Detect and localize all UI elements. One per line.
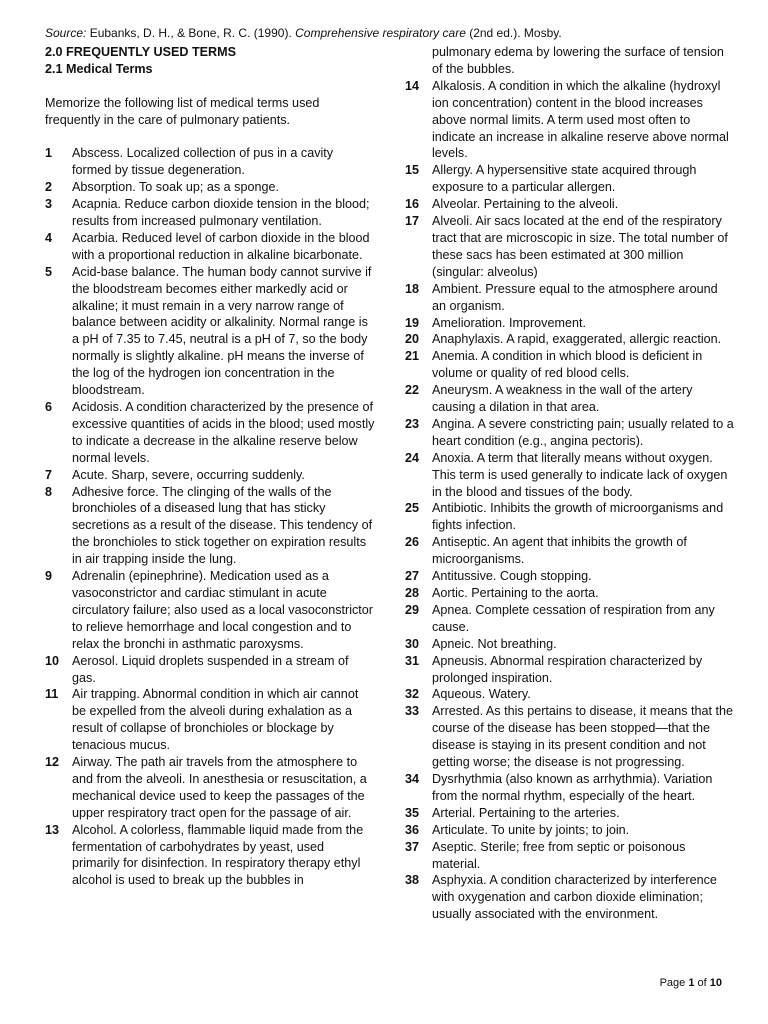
term-text: Aseptic. Sterile; free from septic or poisonous material.	[432, 839, 686, 871]
term-number: 27	[405, 569, 420, 584]
term-text: Alveolar. Pertaining to the alveoli.	[432, 197, 619, 212]
term-number: 30	[405, 636, 420, 651]
term-item	[405, 534, 735, 568]
term-text: Acute. Sharp, severe, occurring suddenly.	[72, 467, 305, 482]
term-text: Apneusis. Abnormal respiration characterized by prolonged inspiration.	[432, 653, 703, 685]
term-number: 25	[405, 501, 420, 516]
term-number: 4	[45, 230, 53, 245]
term-item	[45, 264, 375, 399]
page-footer	[0, 976, 722, 990]
term-text: Antiseptic. An agent that inhibits the growth of microorganisms.	[432, 535, 687, 567]
term-item	[405, 416, 735, 450]
page-total: 10	[709, 977, 722, 989]
page-number: 1	[688, 977, 695, 989]
term-number: 18	[405, 281, 420, 296]
term-number: 38	[405, 873, 420, 888]
term-number: 23	[405, 416, 420, 431]
term-item	[405, 653, 735, 687]
term-number: 3	[45, 197, 53, 212]
term-text: Ambient. Pressure equal to the atmosphere around an organism.	[432, 281, 718, 313]
term-text: Antibiotic. Inhibits the growth of microorganisms and fights infection.	[432, 501, 724, 533]
term-item	[405, 450, 735, 501]
term-text: Anaphylaxis. A rapid, exaggerated, allergic reaction.	[432, 332, 722, 347]
term-text: Acapnia. Reduce carbon dioxide tension in the blood; results from increased pulmonary ventilation.	[72, 197, 370, 229]
term-text: Angina. A severe constricting pain; usually related to a heart condition (e.g., angina pectoris).	[432, 416, 734, 448]
term-number: 10	[45, 653, 60, 668]
term-number: 2	[45, 180, 53, 195]
term-item	[45, 653, 375, 687]
term-text: Alveoli. Air sacs located at the end of the respiratory tract that are microscopic in size. The total number of these sacs has been estimated at 300 million (singular: alveolus)	[432, 214, 728, 279]
term-text: Antitussive. Cough stopping.	[432, 569, 592, 584]
term-number: 34	[405, 771, 420, 786]
term-text: Aqueous. Watery.	[432, 687, 531, 702]
term-item	[405, 771, 735, 805]
term-number: 6	[45, 400, 53, 414]
term-text: Dysrhythmia (also known as arrhythmia). Variation from the normal rhythm, especially of the heart.	[432, 771, 713, 803]
term-number: 20	[405, 332, 420, 347]
term-text: Acarbia. Reduced level of carbon dioxide in the blood with a proportional reduction in alkaline bicarbonate.	[72, 230, 370, 262]
term-number: 22	[405, 383, 420, 398]
term-text: Airway. The path air travels from the atmosphere to and from the alveoli. In anesthesia or resuscitation, a mechanical device used to keep the passages of the upper respiratory tract open for the passage of air.	[72, 755, 367, 820]
term-number: 16	[405, 197, 420, 212]
source-authors: Eubanks, D. H., & Bone, R. C. (1990).	[86, 26, 296, 40]
term-item	[405, 568, 735, 585]
term-item	[405, 602, 735, 636]
term-item	[405, 585, 735, 602]
term-text: Alcohol. A colorless, flammable liquid made from the fermentation of carbohydrates by yeast, used primarily for disinfection. In respiratory therapy ethyl alcohol is used to break up the bubbles in	[72, 822, 364, 888]
term-number: 17	[405, 214, 420, 229]
page-of: of	[694, 977, 710, 989]
term-text: Absorption. To soak up; as a sponge.	[72, 180, 280, 195]
term-number: 1	[45, 146, 53, 161]
term-item	[405, 805, 735, 822]
term-item	[405, 331, 735, 348]
right-column	[405, 44, 735, 923]
term-number: 19	[405, 315, 420, 330]
term-text: Allergy. A hypersensitive state acquired through exposure to a particular allergen.	[432, 163, 697, 195]
term-text: Anoxia. A term that literally means without oxygen. This term is used generally to indicate lack of oxygen in the blood and tissues of the body.	[432, 450, 728, 499]
term-number: 7	[45, 467, 53, 482]
term-text: Acid-base balance. The human body cannot survive if the bloodstream becomes either markedly acid or alkaline; it must remain in a very narrow range of balance between acidity or alkalinity. Normal range is a pH of 7.35 to 7.45, neutral is a pH of 7, so the body normally is slightly alkaline. pH means the inverse of the log of the hydrogen ion concentration in the bloodstream.	[72, 264, 372, 398]
term-number: 37	[405, 839, 420, 854]
term-item	[45, 822, 375, 890]
term-text: Arterial. Pertaining to the arteries.	[432, 805, 620, 820]
section-heading: 2.0 FREQUENTLY USED TERMS	[45, 45, 237, 59]
term-item	[45, 196, 375, 230]
term-item	[45, 145, 375, 179]
term-item	[405, 213, 735, 281]
term-number: 14	[405, 78, 420, 93]
term-number: 36	[405, 822, 420, 837]
term-number: 28	[405, 586, 420, 600]
term-text: Aortic. Pertaining to the aorta.	[432, 586, 599, 600]
term-continuation	[405, 44, 735, 78]
page-label: Page	[659, 977, 689, 989]
term-text: Articulate. To unite by joints; to join.	[432, 822, 630, 837]
term-text: Acidosis. A condition characterized by the presence of excessive quantities of acids in the blood; used mostly to indicate a decrease in the alkaline reserve below normal levels.	[72, 400, 375, 465]
term-text: Aneurysm. A weakness in the wall of the artery causing a dilation in that area.	[432, 383, 693, 415]
source-title: Comprehensive respiratory care	[295, 26, 466, 40]
term-text: Aerosol. Liquid droplets suspended in a stream of gas.	[72, 653, 349, 685]
term-number: 13	[45, 822, 60, 837]
term-item	[405, 839, 735, 873]
term-item	[405, 872, 735, 923]
term-continuation-text: pulmonary edema by lowering the surface of tension of the bubbles.	[432, 45, 724, 76]
term-text: Amelioration. Improvement.	[432, 315, 586, 330]
subsection-heading: 2.1 Medical Terms	[45, 61, 153, 76]
term-item	[405, 822, 735, 839]
term-number: 32	[405, 687, 420, 702]
term-item	[405, 348, 735, 382]
term-text: Alkalosis. A condition in which the alkaline (hydroxyl ion concentration) content in the blood increases above normal limits. A term used most often to indicate an increase in alkaline reserve above normal levels.	[432, 78, 729, 161]
terms-list-left	[45, 145, 375, 889]
term-text: Arrested. As this pertains to disease, it means that the course of the disease has been stopped—that the disease is staying in its present condition and not getting worse; the disease is not progressing.	[432, 704, 734, 770]
term-text: Apneic. Not breathing.	[432, 636, 557, 651]
term-text: Apnea. Complete cessation of respiration from any cause.	[432, 602, 715, 634]
source-citation	[45, 25, 735, 41]
left-column	[45, 44, 375, 889]
term-number: 29	[405, 602, 420, 617]
term-item	[405, 78, 735, 163]
term-number: 15	[405, 163, 420, 178]
term-text: Air trapping. Abnormal condition in which air cannot be expelled from the alveoli during exhalation as a result of collapse of bronchioles or blockage by tenacious mucus.	[72, 687, 359, 753]
term-item	[405, 162, 735, 196]
term-item	[405, 196, 735, 213]
term-number: 21	[405, 349, 420, 364]
term-item	[45, 230, 375, 264]
source-rest: (2nd ed.). Mosby.	[465, 26, 562, 40]
term-text: Adhesive force. The clinging of the walls of the bronchioles of a diseased lung that has sticky secretions as a result of the disease. This tendency of the bronchioles to stick together on expiration results in air trapping inside the lung.	[72, 484, 373, 567]
term-item	[405, 686, 735, 703]
term-item	[405, 703, 735, 771]
term-item	[45, 467, 375, 484]
term-number: 24	[405, 450, 420, 465]
term-item	[405, 315, 735, 332]
term-item	[45, 754, 375, 822]
source-label: Source:	[45, 26, 87, 40]
term-number: 35	[405, 805, 420, 820]
term-item	[405, 281, 735, 315]
term-text: Anemia. A condition in which blood is deficient in volume or quality of red blood cells.	[432, 349, 703, 381]
term-text: Abscess. Localized collection of pus in a cavity formed by tissue degeneration.	[72, 146, 334, 178]
terms-list-right	[405, 78, 735, 923]
term-item	[45, 484, 375, 569]
term-number: 9	[45, 569, 53, 584]
term-item	[405, 636, 735, 653]
term-number: 5	[45, 264, 53, 279]
term-item	[405, 382, 735, 416]
term-number: 26	[405, 535, 420, 550]
term-item	[45, 568, 375, 653]
term-item	[405, 500, 735, 534]
term-item	[45, 399, 375, 467]
term-number: 31	[405, 653, 420, 668]
term-number: 33	[405, 704, 420, 719]
term-number: 11	[45, 687, 59, 702]
term-text: Asphyxia. A condition characterized by interference with oxygenation and carbon dioxide elimination; usually associated with the environment.	[432, 873, 717, 922]
intro-paragraph: Memorize the following list of medical terms used frequently in the care of pulmonary patients.	[45, 95, 320, 127]
term-number: 12	[45, 755, 60, 770]
term-item	[45, 179, 375, 196]
term-text: Adrenalin (epinephrine). Medication used as a vasoconstrictor and cardiac stimulant in acute circulatory failure; also used as a local vasoconstrictor to relieve hemorrhage and local congestion and to relax the bronchi in asthmatic paroxysms.	[72, 569, 373, 651]
term-number: 8	[45, 484, 53, 499]
term-item	[45, 686, 375, 754]
